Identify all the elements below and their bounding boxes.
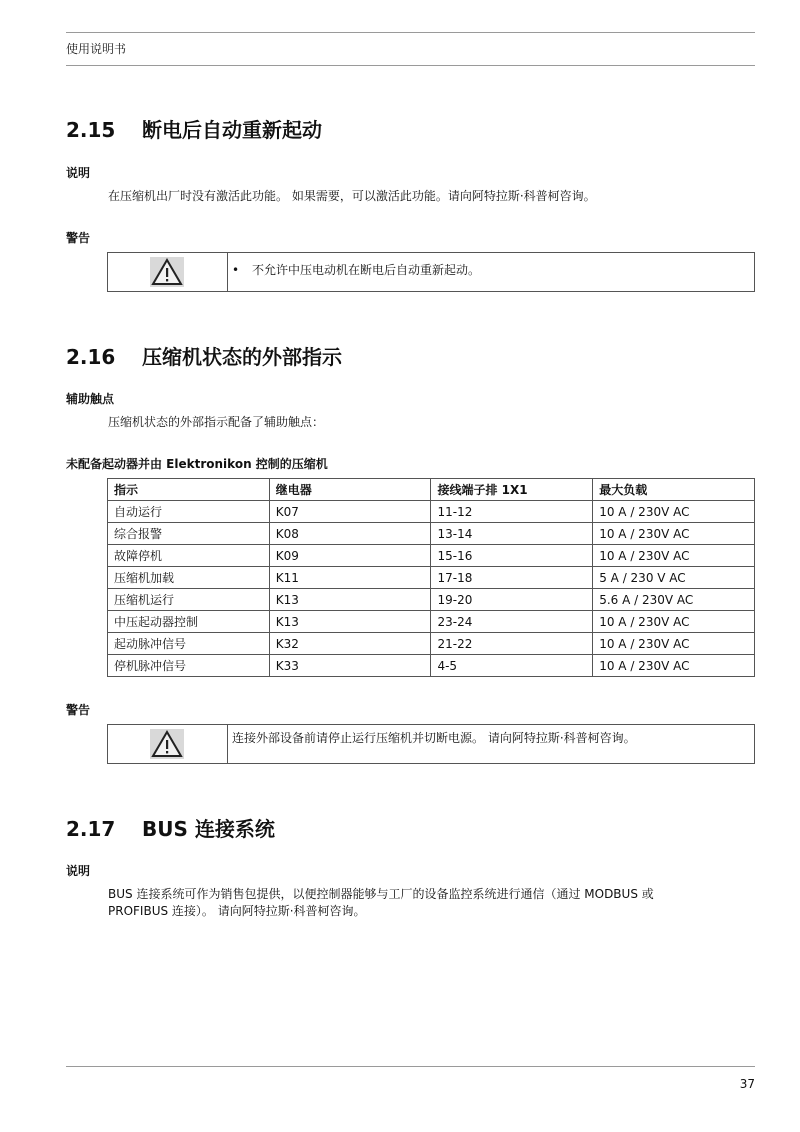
table-caption: 未配备起动器并由 Elektronikon 控制的压缩机 bbox=[66, 457, 328, 471]
table-cell: 自动运行 bbox=[108, 501, 270, 523]
table-cell: 5.6 A / 230V AC bbox=[593, 589, 755, 611]
page-number: 37 bbox=[739, 1077, 755, 1091]
warning-box-restart bbox=[107, 252, 755, 292]
table-cell: 21-22 bbox=[431, 633, 593, 655]
table-row bbox=[108, 567, 755, 589]
auxiliary-contacts-table bbox=[107, 478, 755, 677]
warning-message: 连接外部设备前请停止运行压缩机并切断电源。 请向阿特拉斯·科普柯咨询。 bbox=[232, 731, 636, 745]
bullet: • bbox=[232, 263, 240, 277]
table-header-row bbox=[108, 479, 755, 501]
note-text-line-1: BUS 连接系统可作为销售包提供，以便控制器能够与工厂的设备监控系统进行通信（通过 MODBUS 或 bbox=[108, 887, 654, 901]
section-2-16-heading bbox=[66, 341, 342, 370]
table-cell: 4-5 bbox=[431, 655, 593, 677]
header-top-rule bbox=[66, 32, 755, 33]
warning-icon-cell bbox=[108, 253, 228, 291]
table-cell: 23-24 bbox=[431, 611, 593, 633]
aux-contacts-text: 压缩机状态的外部指示配备了辅助触点： bbox=[108, 415, 325, 429]
table-cell: 停机脉冲信号 bbox=[108, 655, 270, 677]
table-cell: 中压起动器控制 bbox=[108, 611, 270, 633]
table-header-cell: 最大负载 bbox=[593, 479, 755, 501]
table-cell: 10 A / 230V AC bbox=[593, 633, 755, 655]
table-cell: 10 A / 230V AC bbox=[593, 655, 755, 677]
table-cell: 19-20 bbox=[431, 589, 593, 611]
note-text: 在压缩机出厂时没有激活此功能。 如果需要，可以激活此功能。请向阿特拉斯·科普柯咨询。 bbox=[108, 189, 596, 203]
table-cell: 10 A / 230V AC bbox=[593, 545, 755, 567]
section-title: BUS 连接系统 bbox=[142, 817, 275, 841]
note-text-line-2: PROFIBUS 连接）。 请向阿特拉斯·科普柯咨询。 bbox=[108, 904, 366, 918]
table-header-cell: 指示 bbox=[108, 479, 270, 501]
table-cell: K08 bbox=[269, 523, 431, 545]
section-title: 断电后自动重新起动 bbox=[142, 118, 322, 142]
table-row bbox=[108, 655, 755, 677]
table-row bbox=[108, 501, 755, 523]
aux-contacts-label: 辅助触点 bbox=[66, 392, 115, 406]
table-cell: K13 bbox=[269, 589, 431, 611]
section-2-17-heading bbox=[66, 813, 275, 842]
section-title: 压缩机状态的外部指示 bbox=[142, 345, 342, 369]
table-cell: 综合报警 bbox=[108, 523, 270, 545]
table-cell: 10 A / 230V AC bbox=[593, 501, 755, 523]
section-number: 2.16 bbox=[66, 345, 116, 369]
table-row bbox=[108, 633, 755, 655]
table-row bbox=[108, 545, 755, 567]
table-header-cell: 继电器 bbox=[269, 479, 431, 501]
table-header-cell: 接线端子排 1X1 bbox=[431, 479, 593, 501]
warning-triangle-icon bbox=[150, 257, 184, 287]
table-cell: 13-14 bbox=[431, 523, 593, 545]
table-cell: K07 bbox=[269, 501, 431, 523]
table-cell: 11-12 bbox=[431, 501, 593, 523]
section-2-15-heading bbox=[66, 114, 322, 143]
document-header-title: 使用说明书 bbox=[66, 42, 127, 56]
table-row bbox=[108, 523, 755, 545]
section-number: 2.15 bbox=[66, 118, 116, 142]
warning-message: 不允许中压电动机在断电后自动重新起动。 bbox=[252, 263, 481, 277]
table-cell: 15-16 bbox=[431, 545, 593, 567]
table-row bbox=[108, 611, 755, 633]
table-cell: 17-18 bbox=[431, 567, 593, 589]
table-row bbox=[108, 589, 755, 611]
warning-label: 警告 bbox=[66, 703, 91, 717]
section-number: 2.17 bbox=[66, 817, 116, 841]
table-cell: 5 A / 230 V AC bbox=[593, 567, 755, 589]
table-cell: K33 bbox=[269, 655, 431, 677]
note-label: 说明 bbox=[66, 864, 91, 878]
table-cell: K32 bbox=[269, 633, 431, 655]
table-cell: 压缩机运行 bbox=[108, 589, 270, 611]
table-cell: 10 A / 230V AC bbox=[593, 611, 755, 633]
table-cell: K09 bbox=[269, 545, 431, 567]
header-bottom-rule bbox=[66, 65, 755, 66]
table-cell: 10 A / 230V AC bbox=[593, 523, 755, 545]
warning-label: 警告 bbox=[66, 231, 91, 245]
warning-icon-cell bbox=[108, 725, 228, 763]
table-cell: K13 bbox=[269, 611, 431, 633]
table-cell: 故障停机 bbox=[108, 545, 270, 567]
warning-triangle-icon bbox=[150, 729, 184, 759]
table-cell: K11 bbox=[269, 567, 431, 589]
warning-text bbox=[232, 261, 480, 278]
note-label: 说明 bbox=[66, 166, 91, 180]
footer-rule bbox=[66, 1066, 755, 1067]
table-cell: 压缩机加载 bbox=[108, 567, 270, 589]
table-cell: 起动脉冲信号 bbox=[108, 633, 270, 655]
warning-box-external-equipment bbox=[107, 724, 755, 764]
